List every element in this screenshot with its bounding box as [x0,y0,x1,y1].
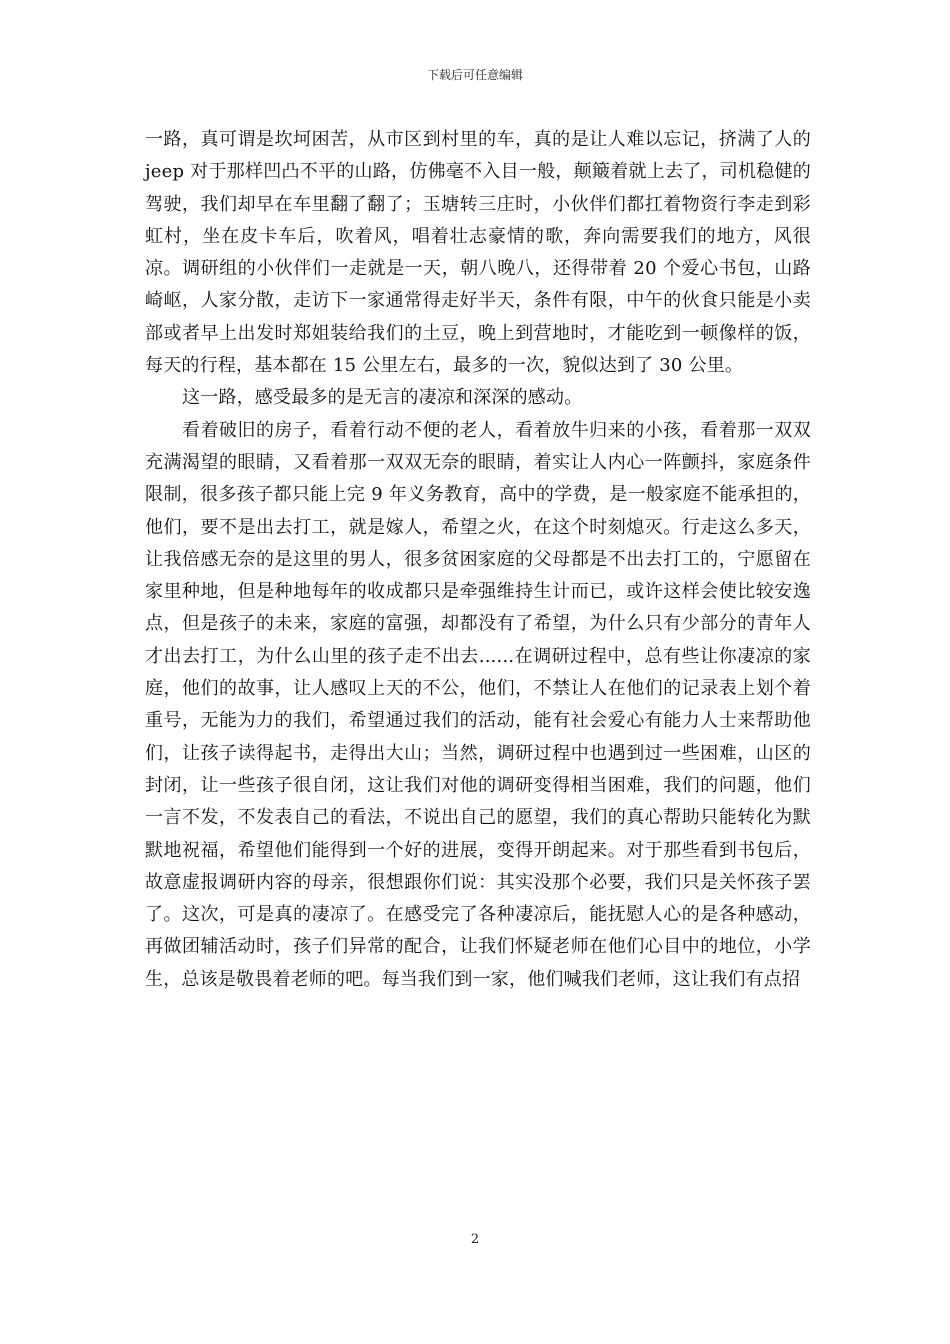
page-number: 2 [470,1232,480,1247]
paragraph-1: 一路，真可谓是坎坷困苦，从市区到村里的车，真的是让人难以忘记，挤满了人的 jeep 对于那样凹凸不平的山路，仿佛毫不入目一般，颠簸着就上去了，司机稳健的驾驶，我们却早在车里翻了翻了；玉塘转三庄时，小伙伴们都扛着物资行李走到彩虹村，坐在皮卡车后，吹着风，唱着壮志豪情的歌，奔向需要我们的地方，风很凉。调研组的小伙伴们一走就是一天，朝八晚八，还得带着 20 个爱心书包，山路崎岖，人家分散，走访下一家通常得走好半天，条件有限，中午的伙食只能是小卖部或者早上出发时郑姐装给我们的土豆，晚上到营地时，才能吃到一顿像样的饭，每天的行程，基本都在 15 公里左右，最多的一次，貌似达到了 30 公里。 [145,129,811,377]
document-body [145,124,811,996]
paragraph-2: 这一路，感受最多的是无言的凄凉和深深的感动。 [182,387,583,409]
page-header: 下载后可任意编辑 [426,68,523,82]
paragraph-3: 看着破旧的房子，看着行动不便的老人，看着放牛归来的小孩，看着那一双双充满渴望的眼睛，又看着那一双双无奈的眼睛，着实让人内心一阵颤抖，家庭条件限制，很多孩子都只能上完 9 年义务教育，高中的学费，是一般家庭不能承担的，他们，要不是出去打工，就是嫁人，希望之火，在这个时刻熄灭。行走这么多天，让我倍感无奈的是这里的男人，很多贫困家庭的父母都是不出去打工的，宁愿留在家里种地，但是种地每年的收成都只是牵强维持生计而已，或许这样会使比较安逸点，但是孩子的未来，家庭的富强，却都没有了希望，为什么只有少部分的青年人才出去打工，为什么山里的孩子走不出去......在调研过程中，总有些让你凄凉的家庭，他们的故事，让人感叹上天的不公，他们，不禁让人在他们的记录表上划个着重号，无能为力的我们，希望通过我们的活动，能有社会爱心有能力人士来帮助他们，让孩子读得起书，走得出大山；当然，调研过程中也遇到过一些困难，山区的封闭，让一些孩子很自闭，这让我们对他的调研变得相当困难，我们的问题，他们一言不发，不发表自己的看法，不说出自己的愿望，我们的真心帮助只能转化为默默地祝福，希望他们能得到一个好的进展，变得开朗起来。对于那些看到书包后，故意虚报调研内容的母亲，很想跟你们说：其实没那个必要，我们只是关怀孩子罢了。这次，可是真的凄凉了。在感受完了各种凄凉后，能抚慰人心的是各种感动，再做团辅活动时，孩子们异常的配合，让我们怀疑老师在他们心目中的地位，小学生，总该是敬畏着老师的吧。每当我们到一家，他们喊我们老师，这让我们有点招 [145,419,811,990]
